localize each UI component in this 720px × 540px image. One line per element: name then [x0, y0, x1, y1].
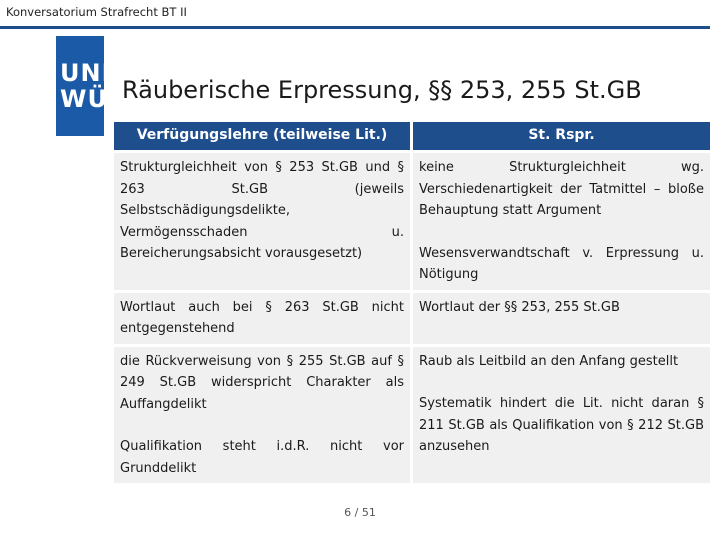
table-cell-rspr	[413, 290, 710, 344]
cell-paragraph: Raub als Leitbild an den Anfang gestellt	[419, 353, 679, 369]
cell-paragraph: keine Strukturgleichheit wg. Verschiedenartigkeit der Tatmittel – bloße Behauptung statt Argument	[419, 160, 704, 218]
cell-paragraph: die Rückverweisung von § 255 St.GB auf § 249 St.GB widerspricht Charakter als Auffangdelikt	[120, 353, 404, 412]
page-number: 6 / 51	[344, 506, 376, 519]
comparison-table	[114, 122, 710, 483]
table-cell-rspr	[413, 344, 710, 484]
cell-paragraph: Wortlaut auch bei § 263 St.GB nicht entgegenstehend	[120, 299, 404, 336]
cell-paragraph: Systematik hindert die Lit. nicht daran § 211 St.GB als Qualifikation von § 212 St.GB anzusehen	[419, 396, 704, 454]
table-cell-lit	[114, 344, 413, 484]
logo-line-1: UNI	[60, 59, 112, 87]
cell-paragraph: Wesensverwandtschaft v. Erpressung u. Nötigung	[419, 245, 704, 282]
header-rule	[0, 26, 710, 29]
cell-paragraph: Strukturgleichheit von § 253 St.GB und § 263 St.GB (jeweils Selbstschädigungsdelikte, Vermögensschaden u. Bereicherungsabsicht vorausgesetzt)	[120, 160, 404, 261]
logo-line-2: WÜ	[60, 85, 108, 113]
slide-title: Räuberische Erpressung, §§ 253, 255 St.GB	[122, 76, 642, 104]
column-header-rspr: St. Rspr.	[413, 122, 710, 150]
cell-paragraph: Qualifikation steht i.d.R. nicht vor Grunddelikt	[120, 439, 404, 476]
table-cell-lit	[114, 150, 413, 290]
logo-white-notch	[0, 36, 56, 136]
course-header: Konversatorium Strafrecht BT II	[6, 5, 187, 19]
table-cell-lit	[114, 290, 413, 344]
cell-paragraph: Wortlaut der §§ 253, 255 St.GB	[419, 299, 620, 315]
column-header-lit: Verfügungslehre (teilweise Lit.)	[114, 122, 413, 150]
logo-text	[60, 60, 112, 112]
table-row	[114, 290, 710, 344]
table-row	[114, 150, 710, 290]
table-cell-rspr	[413, 150, 710, 290]
table-row	[114, 344, 710, 484]
table-header-row	[114, 122, 710, 150]
